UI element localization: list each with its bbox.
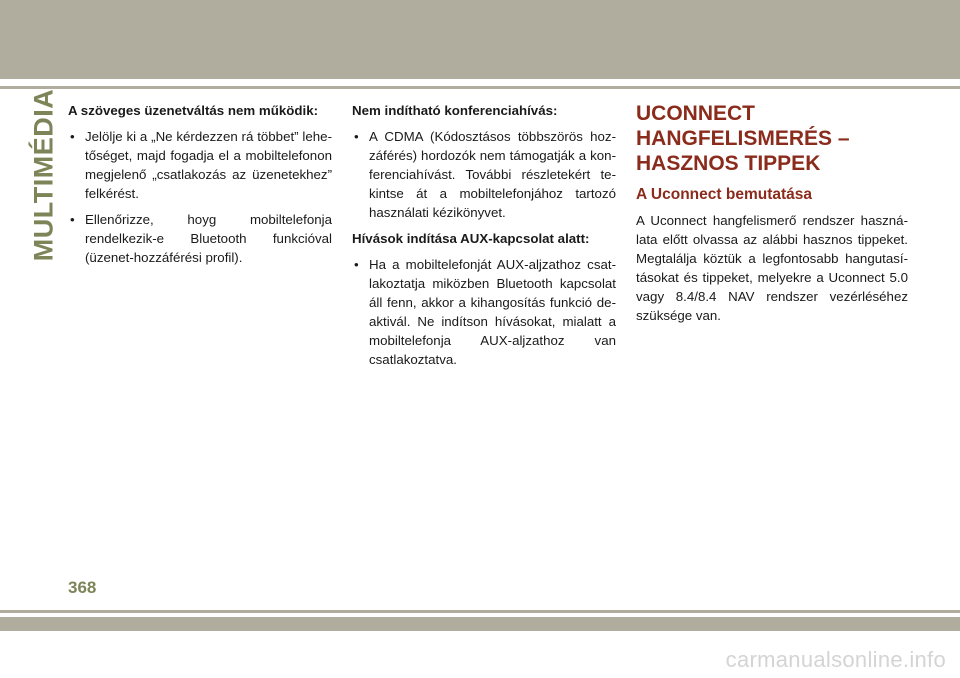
column-right [636, 101, 908, 325]
list-item: • Jelölje ki a „Ne kérdezzen rá többet” lehetőséget, majd fogadja el a mobiltelefonon megjelenő „csatlakozás az üzenetekhez” felkérést. [68, 127, 332, 203]
side-section-label [24, 88, 64, 262]
column-middle [352, 101, 616, 376]
footer-rule [0, 610, 960, 613]
bullet-list-conference-call [352, 127, 616, 222]
watermark: carmanualsonline.info [725, 647, 946, 672]
section-subtitle: A Uconnect bemutatása [636, 186, 812, 203]
subheading-conference-call: Nem indítható konferenciahívás: [352, 103, 558, 118]
bullet-list-aux-calls [352, 255, 616, 369]
section-title: UCONNECT HANGFELISMERÉS – HASZNOS TIPPEK [636, 102, 850, 175]
subheading-messaging: A szöveges üzenetváltás nem működik: [68, 103, 319, 118]
side-section-label-text: MULTIMÉDIA [28, 88, 59, 262]
footer-band [0, 617, 960, 631]
list-item: • Ha a mobiltelefonját AUX-aljzathoz csatlakoztatja miközben Bluetooth kapcsolat áll fenn, akkor a kihangosítás funkció deaktivál. Ne indítson hívásokat, mialatt a mobiltelefonja AUX-aljzathoz van csatlakoztatva. [352, 255, 616, 369]
header-rule [0, 86, 960, 89]
bullet-list-messaging [68, 127, 332, 267]
list-item: • Ellenőrizze, hoyg mobiltelefonja rendelkezik-e Bluetooth funkcióval (üzenet-hozzáférési profil). [68, 210, 332, 267]
column-left [68, 101, 332, 274]
list-item: • A CDMA (Kódosztásos többszörös hozzáférés) hordozók nem támogatják a konferenciahívást. További részletekért tekintse át a mobiltelefonjához tartozó használati kézikönyvet. [352, 127, 616, 222]
subheading-aux-calls: Hívások indítása AUX-kapcsolat alatt: [352, 231, 590, 246]
header-band [0, 0, 960, 79]
intro-paragraph: A Uconnect hangfelismerő rendszer használata előtt olvassa az alábbi hasznos tippeket. Megtalálja köztük a legfontosabb hangutasításokat és tippeket, melyekre a Uconnect 5.0 vagy 8.4/8.4 NAV rendszer vezérléséhez szüksége van. [636, 213, 908, 323]
page-number: 368 [68, 578, 97, 597]
